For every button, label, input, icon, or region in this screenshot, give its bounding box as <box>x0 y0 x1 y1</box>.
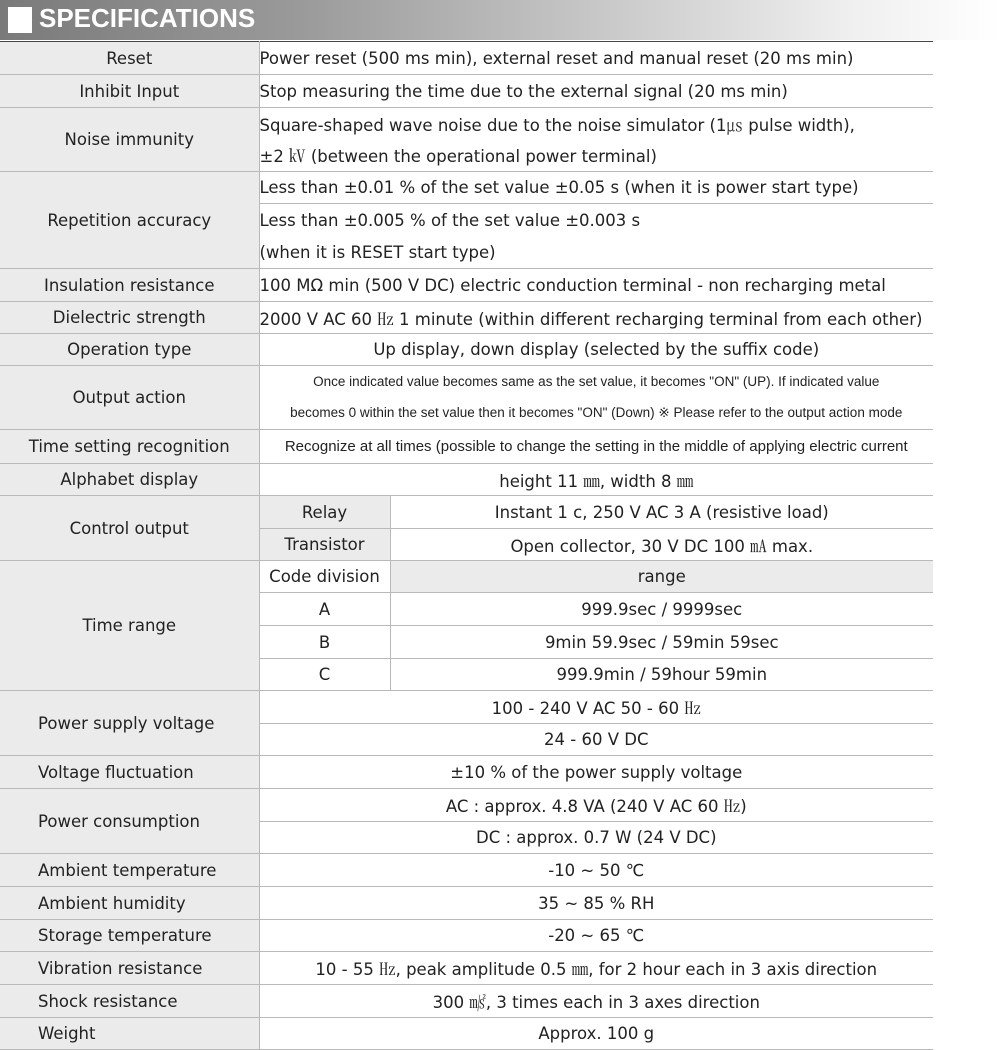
time-range-code-b: B <box>259 626 390 659</box>
label-dielectric: Dielectric strength <box>0 302 259 334</box>
row-operation <box>0 334 933 366</box>
label-weight: Weight <box>0 1018 259 1050</box>
value-power-supply-ac: 100 - 240 V AC 50 - 60 ㎐ <box>259 691 933 724</box>
row-noise <box>0 108 933 140</box>
value-power-consumption-dc: DC : approx. 0.7 W (24 V DC) <box>259 822 933 854</box>
value-power-supply-dc: 24 - 60 V DC <box>259 724 933 756</box>
row-ambient-temp <box>0 854 933 887</box>
time-range-header-range: range <box>390 561 933 593</box>
row-output-action <box>0 366 933 398</box>
row-reset <box>0 42 933 75</box>
label-vibration: Vibration resistance <box>0 952 259 985</box>
label-time-range: Time range <box>0 561 259 691</box>
value-alphabet: height 11 ㎜, width 8 ㎜ <box>259 464 933 496</box>
row-ambient-hum <box>0 887 933 920</box>
label-repetition: Repetition accuracy <box>0 172 259 269</box>
row-repetition <box>0 172 933 204</box>
label-insulation: Insulation resistance <box>0 269 259 302</box>
time-range-code-c: C <box>259 659 390 691</box>
value-noise-line1: Square-shaped wave noise due to the noise simulator (1㎲ pulse width), <box>259 108 933 140</box>
value-ambient-temp: -10 ~ 50 ℃ <box>259 854 933 887</box>
control-output-value-relay: Instant 1 c, 250 V AC 3 A (resistive load) <box>390 496 933 529</box>
label-time-setting: Time setting recognition <box>0 430 259 464</box>
control-output-value-transistor: Open collector, 30 V DC 100 ㎃ max. <box>390 529 933 561</box>
time-range-code-a: A <box>259 593 390 626</box>
value-output-action-line2: becomes 0 within the set value then it becomes "ON" (Down) ※ Please refer to the output action mode <box>259 398 933 430</box>
label-voltage-fluct: Voltage fluctuation <box>0 756 259 789</box>
row-dielectric <box>0 302 933 334</box>
label-power-supply: Power supply voltage <box>0 691 259 756</box>
time-range-value-a: 999.9sec / 9999sec <box>390 593 933 626</box>
value-insulation: 100 MΩ min (500 V DC) electric conduction terminal - non recharging metal <box>259 269 933 302</box>
value-time-setting: Recognize at all times (possible to change the setting in the middle of applying electric current <box>259 430 933 464</box>
time-range-value-c: 999.9min / 59hour 59min <box>390 659 933 691</box>
row-vibration <box>0 952 933 985</box>
value-inhibit: Stop measuring the time due to the external signal (20 ms min) <box>259 75 933 108</box>
value-power-consumption-ac: AC : approx. 4.8 VA (240 V AC 60 ㎐) <box>259 789 933 822</box>
label-ambient-hum: Ambient humidity <box>0 887 259 920</box>
value-ambient-hum: 35 ~ 85 % RH <box>259 887 933 920</box>
section-title: SPECIFICATIONS <box>39 3 256 33</box>
row-insulation <box>0 269 933 302</box>
value-dielectric: 2000 V AC 60 ㎐ 1 minute (within different recharging terminal from each other) <box>259 302 933 334</box>
value-reset: Power reset (500 ms min), external reset and manual reset (20 ms min) <box>259 42 933 75</box>
row-shock <box>0 985 933 1018</box>
value-operation: Up display, down display (selected by the suffix code) <box>259 334 933 366</box>
label-shock: Shock resistance <box>0 985 259 1018</box>
label-noise: Noise immunity <box>0 108 259 172</box>
label-control-output: Control output <box>0 496 259 561</box>
value-repetition-line1: Less than ±0.01 % of the set value ±0.05 s (when it is power start type) <box>259 172 933 204</box>
specifications-table <box>0 41 933 1050</box>
row-alphabet <box>0 464 933 496</box>
row-control-output-relay <box>0 496 933 529</box>
label-inhibit: Inhibit Input <box>0 75 259 108</box>
value-output-action-line1: Once indicated value becomes same as the set value, it becomes "ON" (UP). If indicated value <box>259 366 933 398</box>
value-noise-line2: ±2 ㎸ (between the operational power terminal) <box>259 140 933 172</box>
row-inhibit <box>0 75 933 108</box>
row-weight <box>0 1018 933 1050</box>
header-square-icon <box>8 7 32 33</box>
row-voltage-fluct <box>0 756 933 789</box>
value-shock: 300 ㎨, 3 times each in 3 axes direction <box>259 985 933 1018</box>
time-range-header-code: Code division <box>259 561 390 593</box>
time-range-value-b: 9min 59.9sec / 59min 59sec <box>390 626 933 659</box>
label-ambient-temp: Ambient temperature <box>0 854 259 887</box>
value-weight: Approx. 100 g <box>259 1018 933 1050</box>
row-power-consumption <box>0 789 933 822</box>
label-alphabet: Alphabet display <box>0 464 259 496</box>
row-time-range-header <box>0 561 933 593</box>
label-output-action: Output action <box>0 366 259 430</box>
control-output-type-relay: Relay <box>259 496 390 529</box>
control-output-type-transistor: Transistor <box>259 529 390 561</box>
label-operation: Operation type <box>0 334 259 366</box>
value-repetition-line3: (when it is RESET start type) <box>259 237 933 269</box>
value-repetition-line2: Less than ±0.005 % of the set value ±0.003 s <box>259 204 933 237</box>
value-vibration: 10 - 55 ㎐, peak amplitude 0.5 ㎜, for 2 hour each in 3 axis direction <box>259 952 933 985</box>
row-time-setting <box>0 430 933 464</box>
row-power-supply <box>0 691 933 724</box>
value-storage-temp: -20 ~ 65 ℃ <box>259 920 933 952</box>
row-storage-temp <box>0 920 933 952</box>
label-power-consumption: Power consumption <box>0 789 259 854</box>
section-header <box>0 0 1000 40</box>
label-storage-temp: Storage temperature <box>0 920 259 952</box>
value-voltage-fluct: ±10 % of the power supply voltage <box>259 756 933 789</box>
label-reset: Reset <box>0 42 259 75</box>
